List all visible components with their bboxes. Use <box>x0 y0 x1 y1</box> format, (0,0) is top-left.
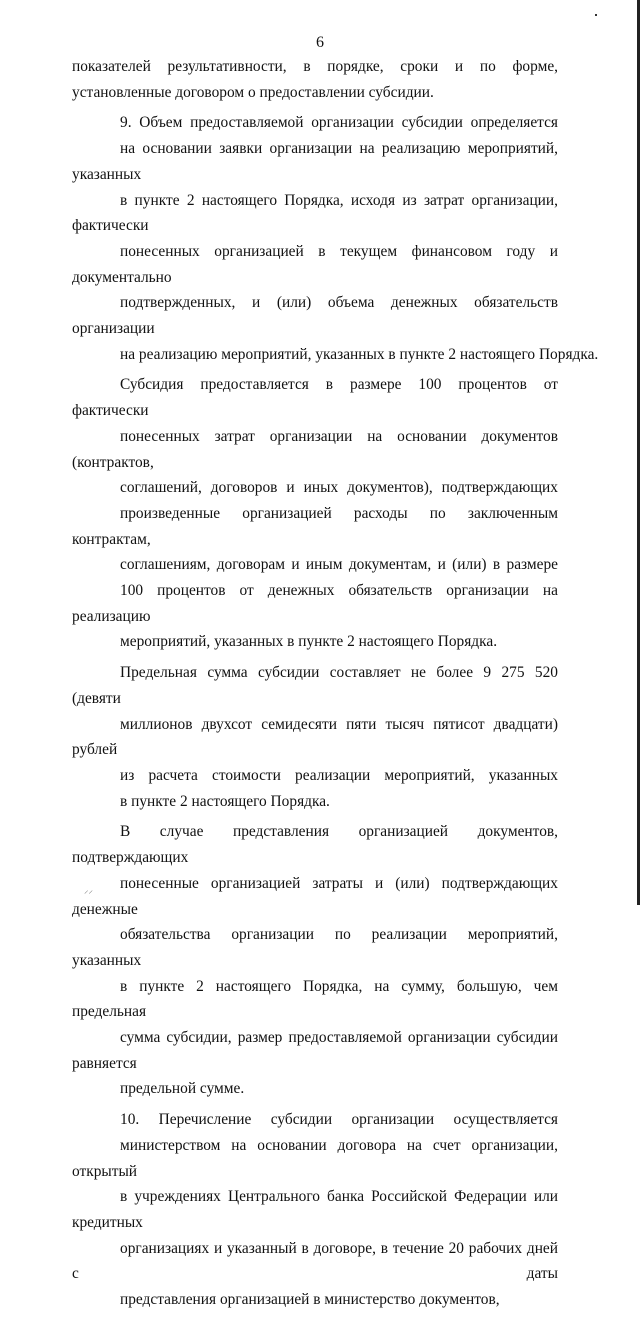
paragraph <box>72 819 558 1102</box>
text-line: соглашений, договоров и иных документов), подтверждающих <box>120 479 558 497</box>
text-line: соглашениям, договорам и иным документам, и (или) в размере <box>120 556 558 574</box>
paragraph <box>72 372 558 655</box>
paragraph <box>72 54 558 105</box>
paragraph <box>72 110 599 367</box>
text-line: сумма субсидии, размер предоставляемой организации субсидии равняется <box>72 1029 558 1072</box>
text-line: обязательства организации по реализации мероприятий, указанных <box>72 926 558 969</box>
text-line: В случае представления организацией документов, подтверждающих <box>72 823 558 867</box>
text-line: в пункте 2 настоящего Порядка. <box>120 792 330 810</box>
scan-mark: ⸝⸝ <box>84 885 94 895</box>
text-line: понесенных затрат организации на основании документов (контрактов, <box>72 427 558 471</box>
text-line: Предельная сумма субсидии составляет не более 9 275 520 (девяти <box>72 664 558 707</box>
text-line: представления организацией в министерство документов, <box>120 1291 500 1309</box>
text-line: предельной сумме. <box>120 1080 245 1098</box>
text-line: мероприятий, указанных в пункте 2 настоящего Порядка. <box>120 633 498 651</box>
page-number: 6 <box>316 34 324 51</box>
text-line: министерством на основании договора на счет организации, открытый <box>72 1136 558 1180</box>
text-line: произведенные организацией расходы по заключенным контрактам, <box>72 504 558 548</box>
text-line: показателей результативности, в порядке, сроки и по форме, <box>72 58 558 75</box>
text-line: 9. Объем предоставляемой организации субсидии определяется <box>120 114 558 132</box>
document-body <box>72 54 599 1318</box>
text-line: миллионов двухсот семидесяти пяти тысяч пятисот двадцати) рублей <box>72 715 558 759</box>
text-line: Субсидия предоставляется в размере 100 процентов от фактически <box>72 376 558 420</box>
text-line: понесенных организацией в текущем финансовом году и документально <box>72 242 558 286</box>
text-line: 100 процентов от денежных обязательств организации на реализацию <box>72 582 558 625</box>
text-line: организациях и указанный в договоре, в течение 20 рабочих дней с даты <box>72 1239 558 1283</box>
text-line: на основании заявки организации на реализацию мероприятий, указанных <box>72 140 558 183</box>
text-line: на реализацию мероприятий, указанных в пункте 2 настоящего Порядка. <box>120 345 599 363</box>
text-line: понесенные организацией затраты и (или) подтверждающих денежные <box>72 874 558 918</box>
text-line: 10. Перечисление субсидии организации осуществляется <box>120 1111 558 1129</box>
paragraph <box>72 1107 558 1313</box>
text-line: в пункте 2 настоящего Порядка, на сумму, большую, чем предельная <box>72 977 558 1021</box>
text-line: подтвержденных, и (или) объема денежных обязательств организации <box>72 294 558 338</box>
text-line: в пункте 2 настоящего Порядка, исходя из затрат организации, фактически <box>72 191 558 235</box>
text-line: из расчета стоимости реализации мероприятий, указанных <box>120 766 558 784</box>
paragraph <box>72 660 558 814</box>
scan-speck <box>595 14 597 16</box>
text-line: в учреждениях Центрального банка Российской Федерации или кредитных <box>72 1188 558 1231</box>
text-line: установленные договором о предоставлении субсидии. <box>72 83 434 101</box>
